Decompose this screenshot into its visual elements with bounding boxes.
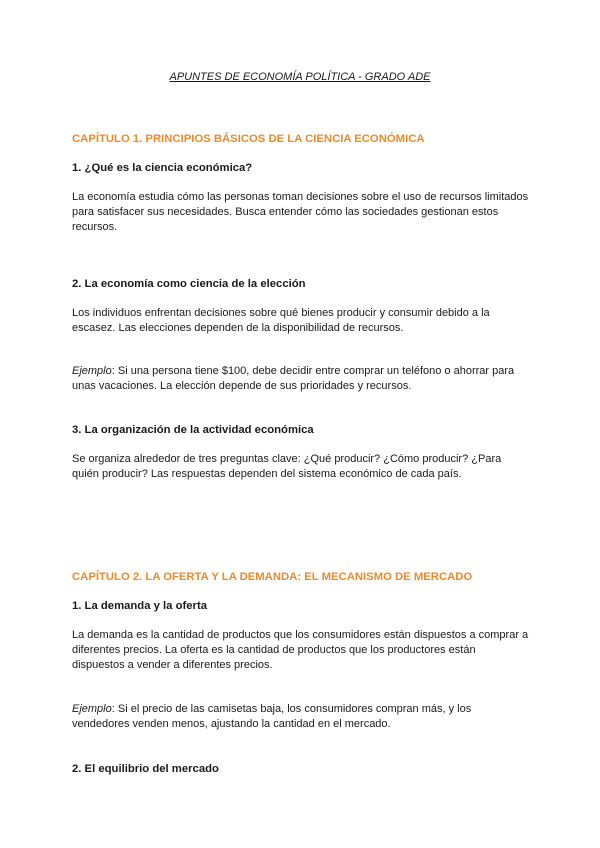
section-2-1-title: 1. La demanda y la oferta [72, 600, 207, 612]
example-label: Ejemplo [72, 365, 112, 377]
example-text: : Si una persona tiene $100, debe decidir entre comprar un teléfono o ahorrar para unas vacaciones. La elección depende de sus prioridades y recursos. [72, 365, 515, 392]
document-title: APUNTES DE ECONOMÍA POLÍTICA - GRADO ADE [169, 71, 431, 83]
section-1-3-title: 3. La organización de la actividad económica [72, 424, 314, 436]
chapter-1-heading: CAPÍTULO 1. PRINCIPIOS BÁSICOS DE LA CIENCIA ECONÓMICA [72, 133, 425, 145]
section-1-2-title: 2. La economía como ciencia de la elección [72, 278, 306, 290]
section-1-3-text: Se organiza alrededor de tres preguntas clave: ¿Qué producir? ¿Cómo producir? ¿Para quién producir? Las respuestas dependen del sistema económico de cada país. [72, 453, 502, 480]
chapter-2-heading: CAPÍTULO 2. LA OFERTA Y LA DEMANDA: EL MECANISMO DE MERCADO [72, 571, 473, 583]
example-label: Ejemplo [72, 703, 112, 715]
section-1-1-title: 1. ¿Qué es la ciencia económica? [72, 162, 253, 174]
section-2-1-example [72, 702, 530, 732]
section-2-2-title: 2. El equilibrio del mercado [72, 763, 219, 775]
example-text: : Si el precio de las camisetas baja, los consumidores compran más, y los vendedores venden menos, ajustando la cantidad en el mercado. [72, 703, 472, 730]
section-1-1-text: La economía estudia cómo las personas toman decisiones sobre el uso de recursos limitados para satisfacer sus necesidades. Busca entender cómo las sociedades gestionan estos recursos. [72, 191, 529, 233]
section-1-2-example [72, 364, 530, 394]
section-1-2-text: Los individuos enfrentan decisiones sobre qué bienes producir y consumir debido a la escasez. Las elecciones dependen de la disponibilidad de recursos. [72, 307, 490, 334]
section-2-1-text: La demanda es la cantidad de productos que los consumidores están dispuestos a comprar a diferentes precios. La oferta es la cantidad de productos que los productores están dispuestos a vender a diferentes precios. [72, 629, 529, 671]
